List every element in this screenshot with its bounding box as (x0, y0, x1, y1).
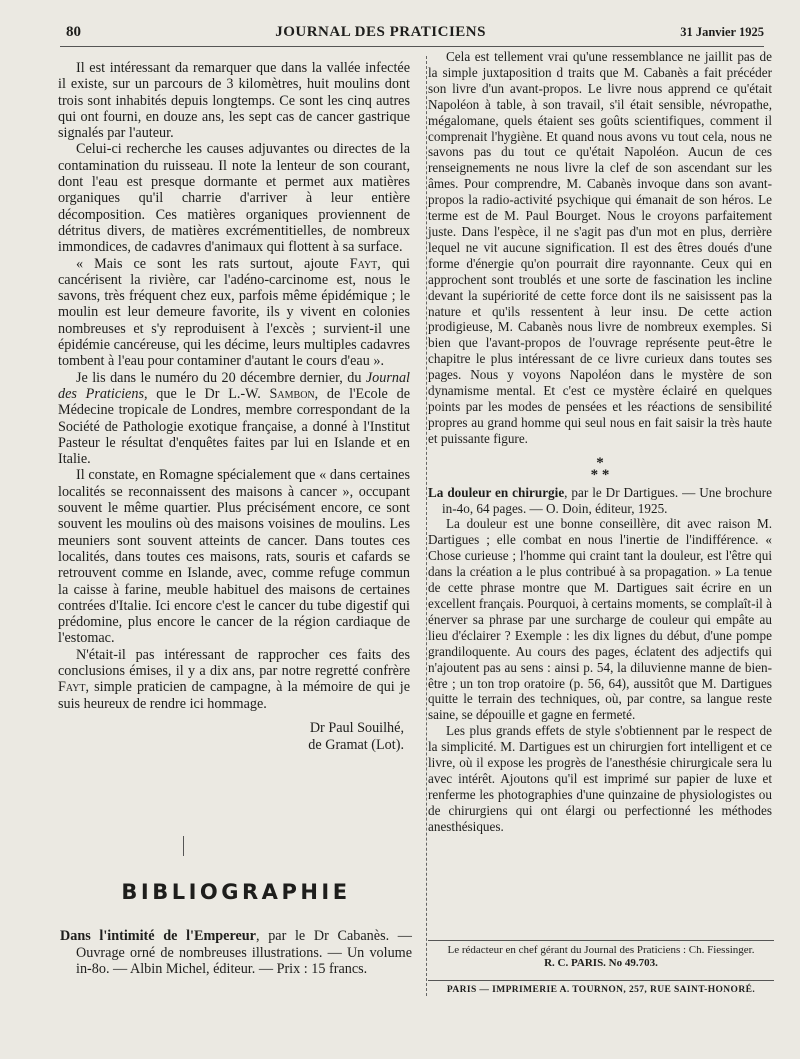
editor-line: Le rédacteur en chef gérant du Journal des Praticiens : Ch. Fiessinger. (447, 944, 755, 956)
right-column (428, 49, 772, 835)
book-details: , par le Dr Dartigues. — Une brochure in-4o, 64 pages. — O. Doin, éditeur, 1925. (442, 484, 772, 516)
book-details: , par le Dr Cabanès. — Ouvrage orné de nombreuses illustrations. — Un volume in-8o. — Albin Michel, éditeur. — Prix : 15 francs. (76, 928, 412, 978)
editor-credit (428, 940, 774, 970)
page-header (66, 24, 764, 46)
review-paragraph: Les plus grands effets de style s'obtiennent par le respect de la simplicité. M. Dartigues est un chirurgien fort intelligent et ce livre, où il expose les progrès de l'anesthésie chirurgicale sera lu avec intérêt. Ajoutons qu'il est imprimé sur papier de luxe et renferme les photographies d'une quinzaine de physiologistes ou de chirurgiens qui ont élargi ou perfectionné les méthodes anesthésiques. (428, 723, 772, 834)
article-paragraph: Celui-ci recherche les causes adjuvantes ou directes de la contamination du ruisseau. Il note la lenteur de son courant, dont l'eau est presque dormante et permet aux matières organiques qu'il charrie d'arriver à leur entière décomposition. Ces matières organiques proviennent de détritus divers, de matières excrémentitielles, de nombreux immondices, de cadavres d'animaux qui flottent à sa surface. (58, 141, 410, 256)
article-paragraph: Il est intéressant da remarquer que dans la vallée infectée il existe, sur un parcours de 3 kilomètres, huit moulins dont trois sont inhabités depuis longtemps. Ce sont les cinq autres qui ont fourni, en douze ans, les sept cas de cancer gastrique signalés par l'auteur. (58, 60, 410, 142)
page-number: 80 (66, 24, 81, 40)
article-paragraph: Il constate, en Romagne spécialement que « dans certaines localités se reconnaissent des maisons à cancer », occupant souvent le même quartier. Plus précisément encore, ce sont souvent les moulins où des maisons voisines de moulins. Les meuniers sont souvent atteints de cancer. Dans toutes ces localités, dans toutes ces maisons, rats, souris et cafards se retrouvent comme en Islande, avec, comme refuge commun la caisse à farine, meuble habituel des maisons de certaines contrées d'Italie. Ici encore c'est le cancer du tube digestif qui prédomine, plus encore le cancer de la région cardiaque de l'estomac. (58, 467, 410, 647)
book-title: La douleur en chirurgie (428, 484, 565, 500)
registration-line: R. C. PARIS. No 49.703. (544, 957, 658, 969)
author-name: Fayt (58, 679, 86, 696)
signature-name: Dr Paul Souilhé, (309, 719, 404, 736)
article-paragraph: N'était-il pas intéressant de rapprocher ces faits des conclusions émises, il y a dix ans, par notre regretté confrère Fayt, simple praticien de campagne, à la mémoire de qui je suis heureux de rendre ici hommage. (58, 646, 410, 712)
article-paragraph: Je lis dans le numéro du 20 décembre dernier, du Journal des Praticiens, que le Dr L.-W. Sambon, de l'Ecole de Médecine tropicale de Londres, membre correspondant de la Société de Pathologie exotique française, a donné à l'Institut Pasteur le résultat d'enquêtes faites par lui en Islande et en Italie. (58, 369, 410, 468)
column-divider (426, 56, 427, 996)
book-title: Dans l'intimité de l'Empereur (60, 928, 256, 944)
review-paragraph: Cela est tellement vrai qu'une ressemblance ne jaillit pas de la simple juxtaposition d traits que M. Cabanès a fait précéder son livre d'un avant-propos. Le livre nous apprend ce qu'était Napoléon à table, à son travail, s'il était sensible, névropathe, mégalomane, quels étaient ses goûts scientifiques, comment il comprenait l'hygiène. Et quand nous avons vu tout cela, nous ne savons pas du tout ce qu'était Napoléon. Aucun de ces renseignements ne nous livre la clef de son ascendant sur les âmes. Pour comprendre, M. Cabanès invoque dans son avant-propos la radio-activité psychique qui émanait de son héros. Le terme est de M. Paul Bourget. Nous le croyons parfaitement juste. Dans l'espèce, il ne s'agit pas d'un mot en plus, derrière lequel ne vit aucune signification. Il est des êtres doués d'une forme d'énergie qu'on pourrait dire rayonnante. Ceux qui en approchent sont troublés et une sorte de fascination les incline devant la supériorité de cette force dont ils ne saisissent pas la nature et qu'ils ressentent à leur insu. De cette action prodigieuse, M. Cabanès nous livre de nombreux exemples. Si bien que l'avant-propos de l'ouvrage représente peut-être le chapitre le plus intéressant de ce livre curieux dans toutes ses pages. Nous y voyons Napoléon dans le mystère de son dynamisme mental. Et c'est ce mystère éclairé en quelques points par les modes de pensées et les réactions de sensibilité propres au grand homme qui seul nous en fait saisir la très haute et puissante figure. (428, 49, 772, 446)
review-heading (428, 485, 772, 517)
article-paragraph: « Mais ce sont les rats surtout, ajoute Fayt, qui cancérisent la rivière, car l'adéno-carcinome est, nous le savons, très fréquent chez eux, parfois même épidémique ; le moulin est leur demeure favorite, ils y vivent en colonies nombreuses et s'y reproduisent à l'excès ; survient-il une épidémie cancéreuse, qui les décime, leurs multiples cadavres tombent à l'eau pour contaminer d'autant le cours d'eau ». (58, 255, 410, 370)
left-column (58, 60, 410, 754)
article-signature (58, 720, 410, 754)
author-name: Fayt (349, 255, 378, 272)
signature-location: de Gramat (Lot). (308, 736, 404, 753)
asterism-separator: * * * (590, 454, 610, 483)
issue-date: 31 Janvier 1925 (680, 25, 764, 39)
review-paragraph: La douleur est une bonne conseillère, dit avec raison M. Dartigues ; elle combat en nous l'inertie de l'indifférence. « Chose curieuse ; l'homme qui craint tant la douleur, est l'être qui dans la création a le plus contribué à sa propagation. » La tenue de cette phrase montre que M. Dartigues sait écrire en un excellent français. Pourquoi, à certains moments, se complaît-il à énerver sa phrase par une surcharge de couleur qui empâte au lieu d'éclairer ? Exemple : les dix lignes du début, d'une pompe grandiloquente. Au cours des pages, éclatent des adjectifs qui n'ajoutent pas au sens : ainsi p. 54, la diluvienne manne de bien-être ; un ton trop oratoire (p. 56, 64), aussitôt que M. Dartigues quitte le terrain des techniques, où, par contre, sa langue reste saine, se dépouille et gagne en fermeté. (428, 516, 772, 723)
printer-imprint: PARIS — IMPRIMERIE A. TOURNON, 257, RUE SAINT-HONORÉ. (428, 980, 774, 995)
bibliography-heading: BIBLIOGRAPHIE (121, 880, 351, 904)
header-rule (60, 46, 764, 47)
section-ornament (183, 836, 185, 856)
author-name: Sambon (269, 385, 315, 402)
bibliography-entry (60, 928, 412, 978)
journal-title: JOURNAL DES PRATICIENS (275, 24, 486, 40)
journal-name: Journal des Praticiens (58, 369, 410, 402)
